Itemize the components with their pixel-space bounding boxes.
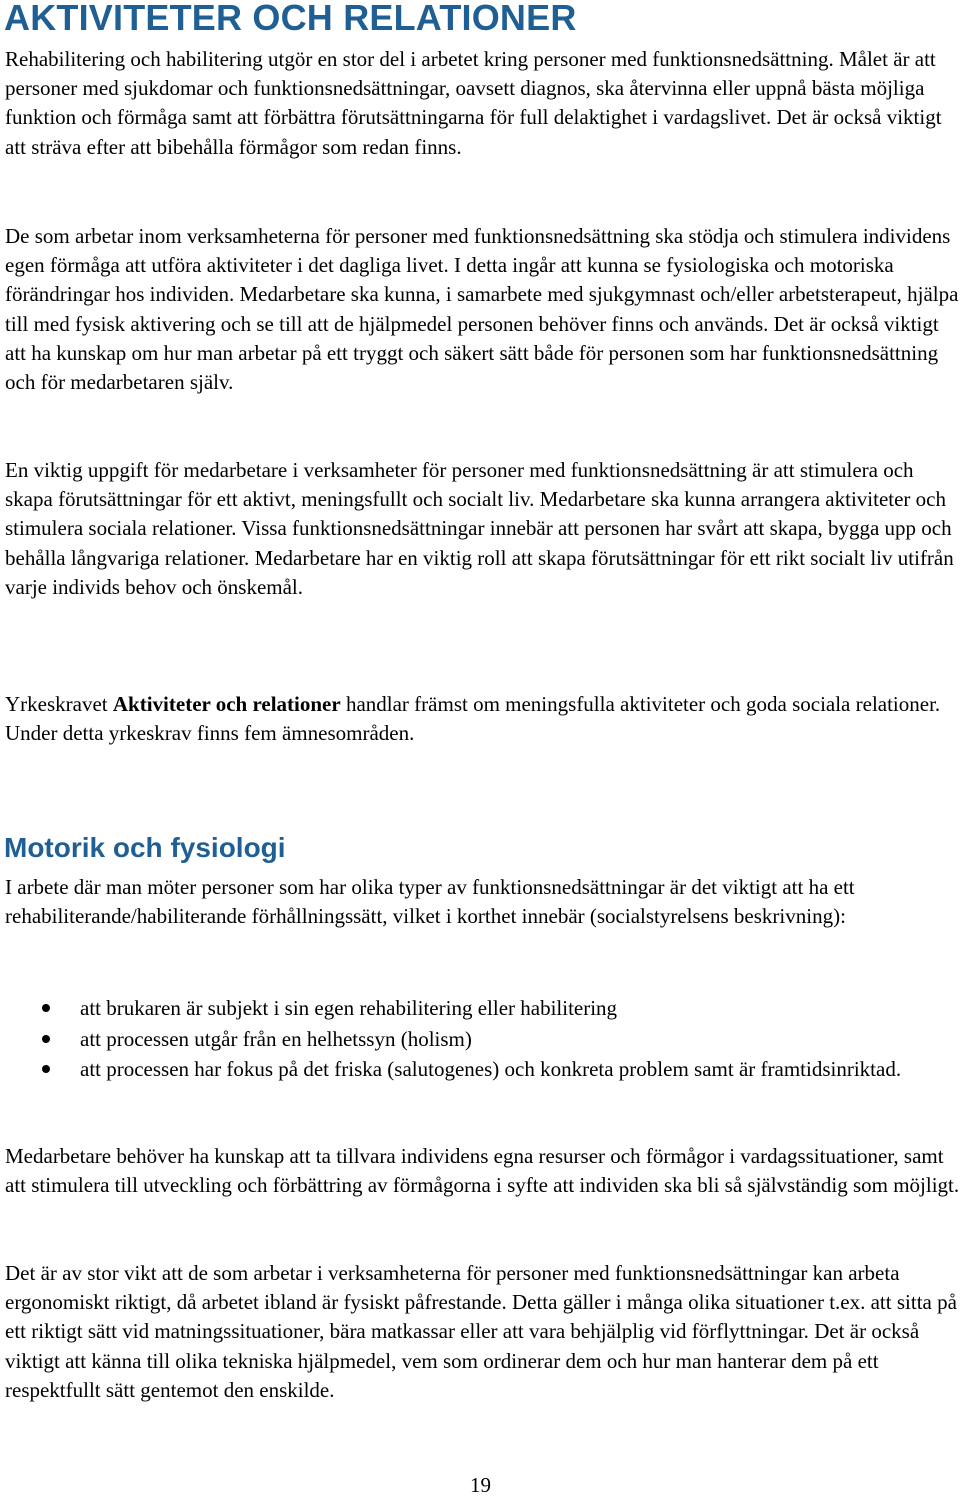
ergonomics-sentence-1: Det är av stor vikt att de som arbetar i verksamheterna för personer med funktionsnedsättningar kan arbeta ergonomiskt riktigt, då arbetet ibland är fysiskt påfrestande. (5, 1261, 900, 1315)
support-sentence-2: I detta ingår att kunna se fysiologiska och motoriska förändringar hos individen. (5, 253, 894, 307)
list-item (0, 1054, 955, 1085)
section-heading: Motorik och fysiologi (4, 832, 286, 863)
social-sentence-1: En viktig uppgift för medarbetare i verksamheter för personer med funktionsnedsättning är att stimulera och skapa förutsättningar för ett aktivt, meningsfullt och socialt liv. (5, 458, 914, 512)
page-title: AKTIVITETER OCH RELATIONER (4, 0, 577, 38)
social-paragraph (5, 456, 960, 602)
bullet-icon (42, 1065, 50, 1073)
support-sentence-4: Det är också viktigt att ha kunskap om hur man arbetar på ett tryggt och säkert sätt både för personen som har funktionsnedsättning och för medarbetaren själv. (5, 311, 939, 395)
intro-sentence-2: Målet är att personer med sjukdomar och funktionsnedsättningar, oavsett diagnos, ska återvinna eller uppnå bästa möjliga funktion och förmåga samt att förbättra förutsättningarna för full delaktighet i vardagslivet. (5, 47, 936, 130)
intro-sentence-1: Rehabilitering och habilitering utgör en stor del i arbetet kring personer med funktionsnedsättning. (5, 47, 834, 71)
list-item-text: att processen utgår från en helhetssyn (holism) (80, 1026, 472, 1051)
list-item (0, 1024, 955, 1055)
social-sentence-2: Medarbetare ska kunna arrangera aktiviteter och stimulera sociala relationer. (5, 487, 946, 541)
social-sentence-4: Medarbetare har en viktig roll att skapa förutsättningar för ett rikt socialt liv utifrån varje individs behov och önskemål. (5, 545, 954, 599)
bullet-icon (42, 1035, 50, 1043)
ergonomics-sentence-3: Det är också viktigt att känna till olika tekniska hjälpmedel, vem som ordinerar dem och hur man hanterar dem på ett respektfullt sätt gentemot den enskilde. (5, 1319, 920, 1402)
list-item (0, 993, 955, 1024)
bullet-icon (42, 1004, 50, 1012)
yrkeskrav-bold: Aktiviteter och relationer (112, 692, 341, 716)
page-number: 19 (470, 1473, 491, 1497)
support-sentence-1: De som arbetar inom verksamheterna för personer med funktionsnedsättning ska stödja och stimulera individens egen förmåga att utföra aktiviteter i det dagliga livet. (5, 224, 951, 278)
support-paragraph (5, 222, 960, 397)
list-item-text: att processen har fokus på det friska (salutogenes) och konkreta problem samt är framtidsinriktad. (80, 1057, 902, 1081)
yrkeskrav-paragraph (5, 690, 960, 748)
yrkeskrav-after: handlar främst om meningsfulla aktiviteter och goda sociala relationer. (340, 692, 941, 716)
section-intro: I arbete där man möter personer som har olika typer av funktionsnedsättningar är det viktigt att ha ett rehabiliterande/habiliterande förhållningssätt, vilket i korthet innebär (socialstyrelsens beskrivning): (5, 875, 855, 929)
yrkeskrav-before: Yrkeskravet (5, 692, 113, 716)
intro-sentence-3: Det är också viktigt att sträva efter att bibehålla förmågor som redan finns. (5, 105, 942, 159)
ergonomics-paragraph (5, 1259, 960, 1405)
support-sentence-3: Medarbetare ska kunna, i samarbete med sjukgymnast och/eller arbetsterapeut, hjälpa till med fysisk aktivering och se till att de hjälpmedel personen behöver finns och används. (5, 282, 959, 336)
social-sentence-3: Vissa funktionsnedsättningar innebär att personen har svårt att skapa, bygga upp och behålla långvariga relationer. (5, 516, 952, 570)
ergonomics-sentence-2: Detta gäller i många olika situationer t.ex. att sitta på ett riktigt sätt vid matningssituationer, bära matkassar eller att vara behjälplig vid förflyttningar. (5, 1290, 957, 1344)
intro-paragraph (5, 45, 960, 162)
yrkeskrav-line2: Under detta yrkeskrav finns fem ämnesområden. (5, 721, 415, 746)
list-item-text: att brukaren är subjekt i sin egen rehabilitering eller habilitering (80, 996, 618, 1020)
principles-list (0, 993, 955, 1085)
knowledge-paragraph: Medarbetare behöver ha kunskap att ta tillvara individens egna resurser och förmågor i vardagssituationer, samt att stimulera till utveckling och förbättring av förmågorna i syfte att individen ska bli så självständig som möjligt. (5, 1144, 960, 1198)
